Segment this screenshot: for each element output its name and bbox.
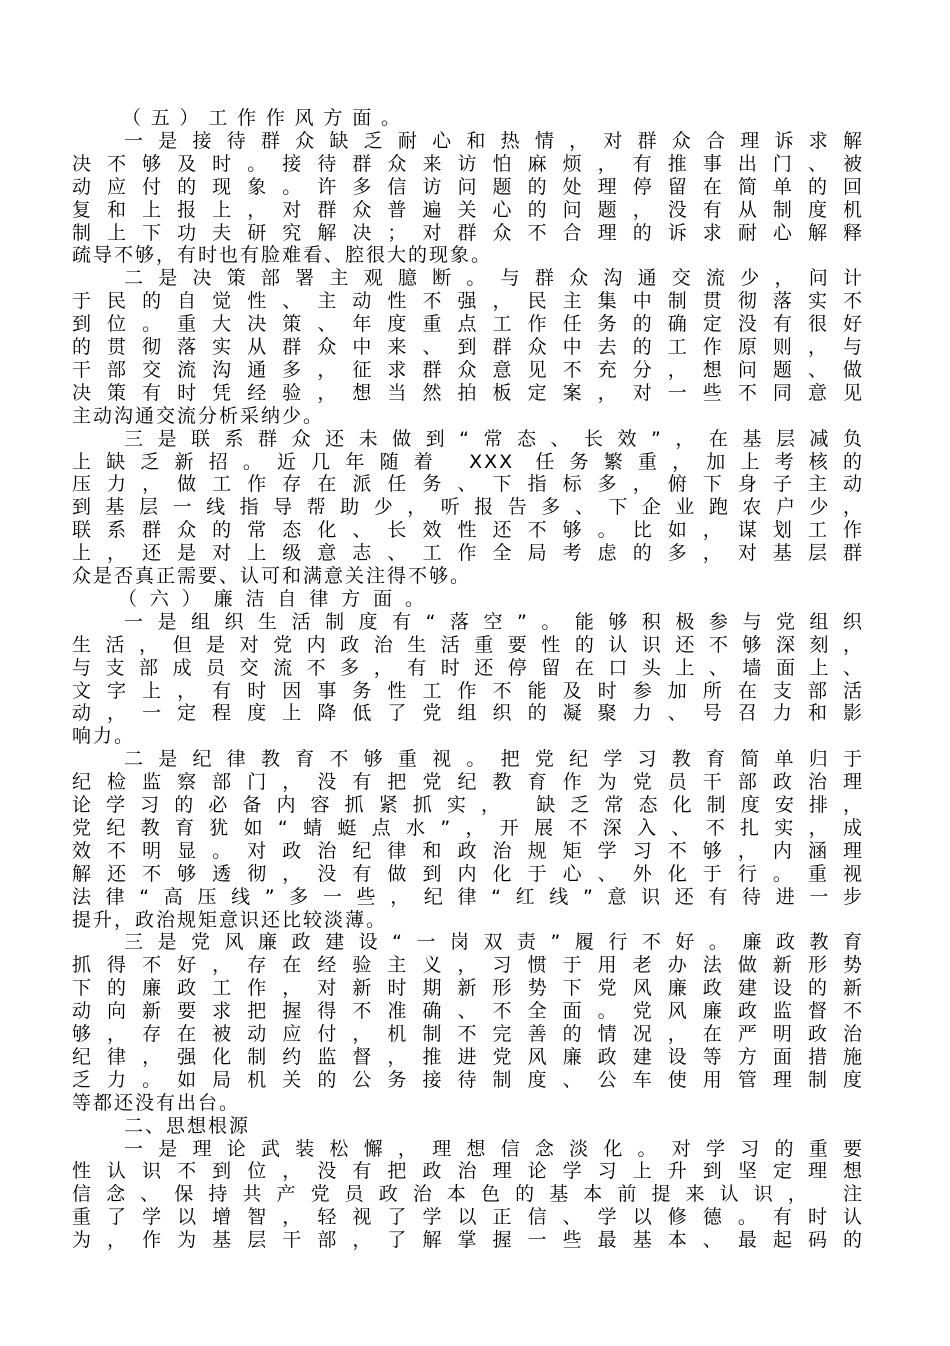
text-line: 纪检监察部门，没有把党纪教育作为党员干部政治理 bbox=[72, 771, 864, 794]
text-line: 生活，但是对党内政治生活重要性的认识还不够深刻， bbox=[72, 633, 864, 656]
text-line: 到位。重大决策、年度重点工作任务的确定没有很好 bbox=[72, 313, 864, 336]
text-line: 众是否真正需要、认可和满意关注得不够。 bbox=[72, 565, 472, 587]
text-line: 上，还是对上级意志、工作全局考虑的多，对基层群 bbox=[72, 542, 864, 565]
text-line: 等都还没有出台。 bbox=[72, 1091, 241, 1114]
text-line: 性认识不到位，没有把政治理论学习上升到坚定理想 bbox=[72, 1160, 864, 1183]
text-line: 响力。 bbox=[72, 725, 136, 748]
text-line: 决不够及时。接待群众来访怕麻烦，有推事出门、被 bbox=[72, 152, 864, 175]
section-heading: （六）廉洁自律方面。 bbox=[118, 587, 426, 610]
text-line: 二是纪律教育不够重视。把党纪学习教育简单归于 bbox=[124, 748, 864, 771]
text-line: 一是理论武装松懈，理想信念淡化。对学习的重要 bbox=[124, 1137, 864, 1160]
text-line: 一是接待群众缺乏耐心和热情，对群众合理诉求解 bbox=[124, 129, 864, 152]
text-line: 一是组织生活制度有“落空”。能够积极参与党组织 bbox=[124, 610, 864, 633]
text-line: 到基层一线指导帮助少，听报告多、下企业跑农户少， bbox=[72, 496, 864, 519]
text-line: 复和上报上，对群众普遍关心的问题，没有从制度机 bbox=[72, 198, 864, 221]
text-line: 法律“高压线”多一些，纪律“红线”意识还有待进一步 bbox=[72, 885, 864, 908]
text-line: 二是决策部署主观臆断。与群众沟通交流少，问计 bbox=[124, 267, 864, 290]
text-line: 与支部成员交流不多，有时还停留在口头上、墙面上、 bbox=[72, 656, 864, 679]
text-line: 上缺乏新招。近几年随着 XXX 任务繁重，加上考核的 bbox=[72, 450, 864, 473]
text-line: 动，一定程度上降低了党组织的凝聚力、号召力和影 bbox=[72, 702, 864, 725]
text-line: 纪律，强化制约监督，推进党风廉政建设等方面措施 bbox=[72, 1045, 864, 1068]
text-line: 干部交流沟通多，征求群众意见不充分，想问题、做 bbox=[72, 358, 864, 381]
text-line: 制上下功夫研究解决；对群众不合理的诉求耐心解释 bbox=[72, 221, 864, 244]
section-heading: （五）工作作风方面。 bbox=[122, 107, 402, 129]
text-line: 三是联系群众还未做到“常态、长效”，在基层减负 bbox=[124, 427, 864, 450]
text-line: 效不明显。对政治纪律和政治规矩学习不够，内涵理 bbox=[72, 839, 864, 862]
text-line: 为，作为基层干部，了解掌握一些最基本、最起码的 bbox=[72, 1229, 864, 1252]
text-line: 于民的自觉性、主动性不强，民主集中制贯彻落实不 bbox=[72, 290, 864, 313]
text-line: 联系群众的常态化、长效性还不够。比如，谋划工作 bbox=[72, 519, 864, 542]
text-line: 下的廉政工作，对新时期新形势下党风廉政建设的新 bbox=[72, 977, 864, 1000]
section-heading: 二、思想根源 bbox=[124, 1114, 251, 1137]
text-line: 党纪教育犹如“蜻蜓点水”，开展不深入、不扎实，成 bbox=[72, 816, 864, 839]
text-line: 疏导不够，有时也有脸难看、腔很大的现象。 bbox=[72, 244, 493, 267]
text-line: 三是党风廉政建设“一岗双责”履行不好。廉政教育 bbox=[124, 931, 864, 954]
text-line: 决策有时凭经验，想当然拍板定案，对一些不同意见 bbox=[72, 381, 864, 404]
text-line: 文字上，有时因事务性工作不能及时参加所在支部活 bbox=[72, 679, 864, 702]
text-line: 的贯彻落实从群众中来、到群众中去的工作原则，与 bbox=[72, 336, 864, 358]
text-line: 抓得不好，存在经验主义，习惯于用老办法做新形势 bbox=[72, 954, 864, 977]
text-line: 动向新要求把握得不准确、不全面。党风廉政监督不 bbox=[72, 1000, 864, 1023]
text-line: 乏力。如局机关的公务接待制度、公车使用管理制度 bbox=[72, 1068, 864, 1091]
text-line: 重了学以增智，轻视了学以正信、学以修德。有时认 bbox=[72, 1206, 864, 1229]
text-line: 主动沟通交流分析采纳少。 bbox=[72, 404, 325, 427]
text-line: 够，存在被动应付，机制不完善的情况，在严明政治 bbox=[72, 1023, 864, 1045]
text-line: 提升，政治规矩意识还比较淡薄。 bbox=[72, 908, 388, 931]
text-line: 解还不够透彻，没有做到内化于心、外化于行。重视 bbox=[72, 862, 864, 885]
text-line: 信念、保持共产党员政治本色的基本前提来认识， 注 bbox=[72, 1183, 864, 1206]
text-line: 论学习的必备内容抓紧抓实， 缺乏常态化制度安排， bbox=[72, 794, 864, 816]
text-line: 压力，做工作存在派任务、下指标多，俯下身子主动 bbox=[72, 473, 864, 496]
text-line: 动应付的现象。许多信访问题的处理停留在简单的回 bbox=[72, 175, 864, 198]
